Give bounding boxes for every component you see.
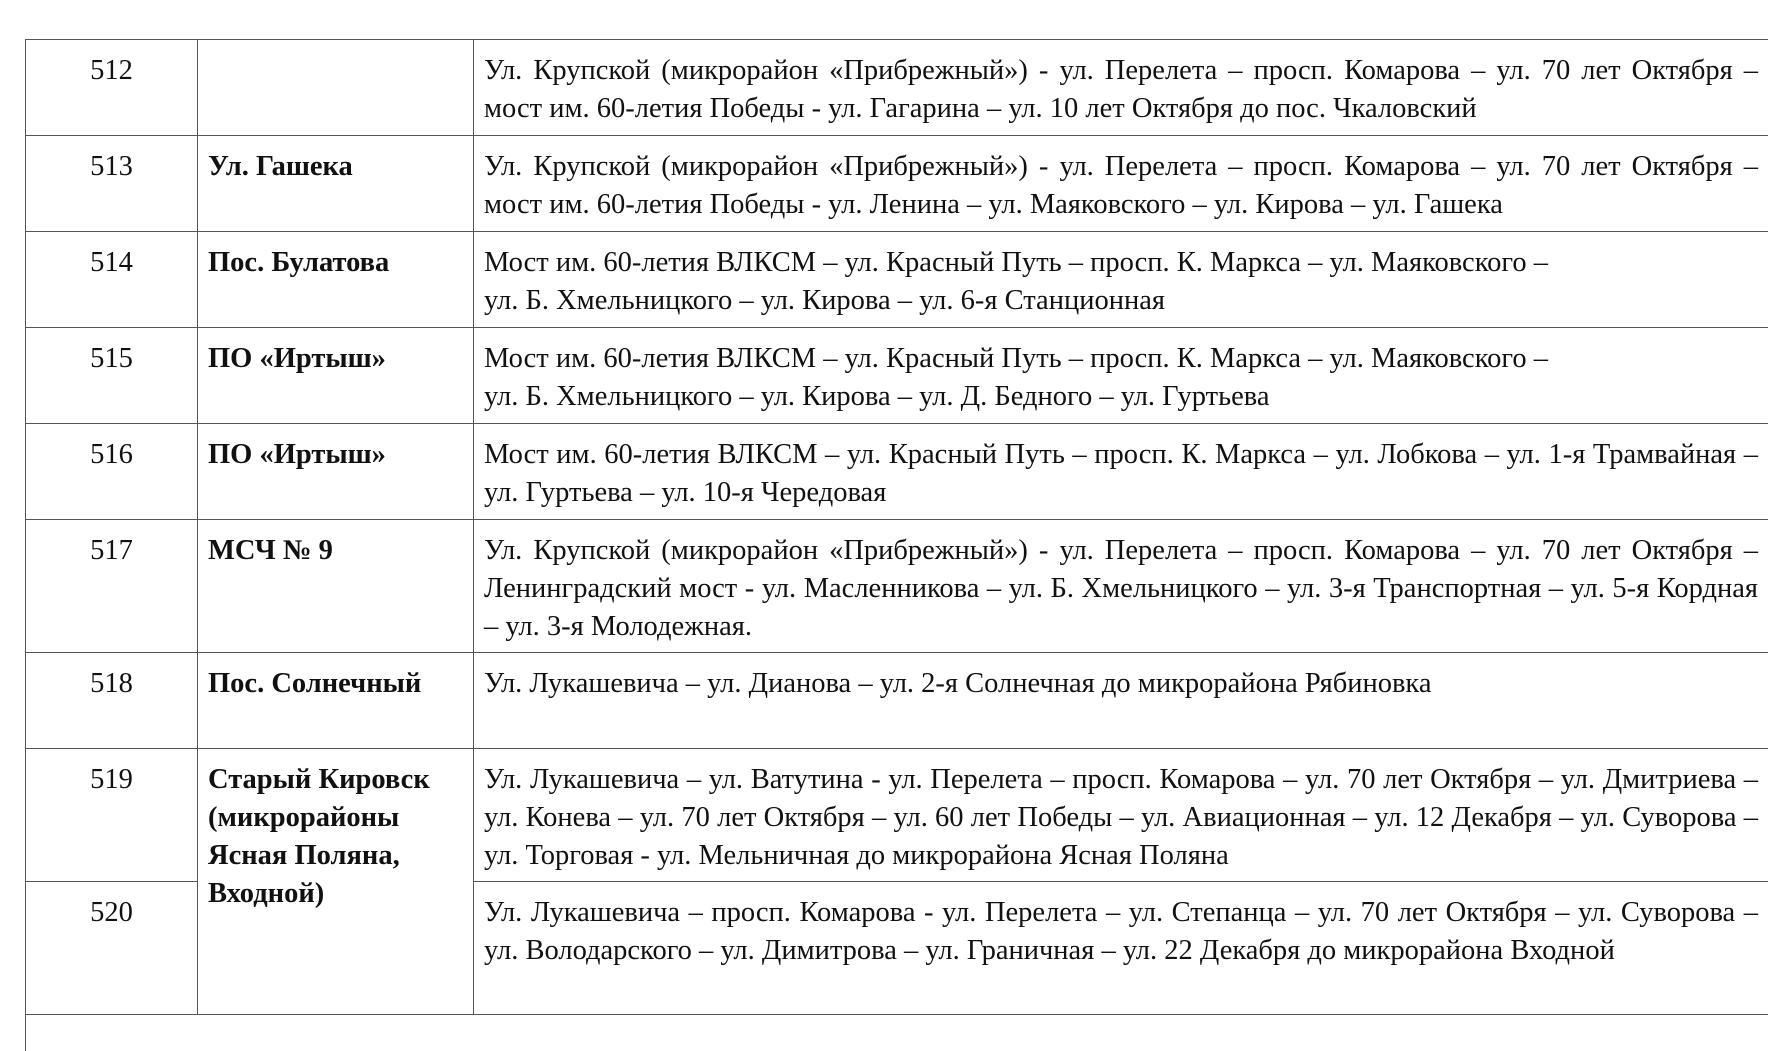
route-destination: Ул. Гашека: [198, 136, 474, 232]
route-destination: ПО «Иртыш»: [198, 424, 474, 520]
table-row: [26, 40, 1768, 136]
route-path-line: Мост им. 60-летия ВЛКСМ – ул. Красный Путь – просп. К. Маркса – ул. Маяковского –: [484, 244, 1758, 282]
route-number: 520: [26, 882, 198, 1015]
route-path: [474, 232, 1768, 328]
route-path-line: Мост им. 60-летия ВЛКСМ – ул. Красный Путь – просп. К. Маркса – ул. Маяковского –: [484, 340, 1758, 378]
table-row: [26, 424, 1768, 520]
route-path-line: ул. Б. Хмельницкого – ул. Кирова – ул. Д. Бедного – ул. Гуртьева: [484, 378, 1758, 416]
table-row: [26, 328, 1768, 424]
route-number: 514: [26, 232, 198, 328]
table-cell-empty: [26, 1015, 1768, 1051]
route-number: 519: [26, 749, 198, 882]
route-number: 517: [26, 520, 198, 653]
table-row: [26, 232, 1768, 328]
routes-table: [25, 39, 1768, 1051]
route-destination: Пос. Солнечный: [198, 653, 474, 749]
route-path: Ул. Лукашевича – ул. Ватутина - ул. Перелета – просп. Комарова – ул. 70 лет Октября – ул. Дмитриева – ул. Конева – ул. 70 лет Октября – ул. 60 лет Победы – ул. Авиационная – ул. 12 Декабря – ул. Суворова – ул. Торговая - ул. Мельничная до микрорайона Ясная Поляна: [474, 749, 1768, 882]
table-row-partial: [26, 1015, 1768, 1051]
table-row: [26, 749, 1768, 882]
route-path: Ул. Крупской (микрорайон «Прибрежный») - ул. Перелета – просп. Комарова – ул. 70 лет Октября – Ленинградский мост - ул. Масленникова – ул. Б. Хмельницкого – ул. 3-я Транспортная – ул. 5-я Кордная – ул. 3-я Молодежная.: [474, 520, 1768, 653]
route-destination: ПО «Иртыш»: [198, 328, 474, 424]
route-path-line: ул. Б. Хмельницкого – ул. Кирова – ул. 6-я Станционная: [484, 282, 1758, 320]
route-destination: Старый Кировск (микрорайоны Ясная Поляна, Входной): [198, 749, 474, 1015]
table-row: [26, 136, 1768, 232]
route-path: Ул. Крупской (микрорайон «Прибрежный») - ул. Перелета – просп. Комарова – ул. 70 лет Октября – мост им. 60-летия Победы - ул. Ленина – ул. Маяковского – ул. Кирова – ул. Гашека: [474, 136, 1768, 232]
route-destination: МСЧ № 9: [198, 520, 474, 653]
route-path: [474, 328, 1768, 424]
route-path: Ул. Лукашевича – просп. Комарова - ул. Перелета – ул. Степанца – ул. 70 лет Октября – ул. Суворова – ул. Володарского – ул. Димитрова – ул. Граничная – ул. 22 Декабря до микрорайона Входной: [474, 882, 1768, 1015]
route-number: 513: [26, 136, 198, 232]
route-number: 515: [26, 328, 198, 424]
route-number: 512: [26, 40, 198, 136]
route-path: Мост им. 60-летия ВЛКСМ – ул. Красный Путь – просп. К. Маркса – ул. Лобкова – ул. 1-я Трамвайная – ул. Гуртьева – ул. 10-я Чередовая: [474, 424, 1768, 520]
table-row: [26, 653, 1768, 749]
route-destination: Пос. Булатова: [198, 232, 474, 328]
route-path: Ул. Лукашевича – ул. Дианова – ул. 2-я Солнечная до микрорайона Рябиновка: [474, 653, 1768, 749]
route-path: Ул. Крупской (микрорайон «Прибрежный») - ул. Перелета – просп. Комарова – ул. 70 лет Октября – мост им. 60-летия Победы - ул. Гагарина – ул. 10 лет Октября до пос. Чкаловский: [474, 40, 1768, 136]
route-number: 518: [26, 653, 198, 749]
route-destination: [198, 40, 474, 136]
table-row: [26, 520, 1768, 653]
route-number: 516: [26, 424, 198, 520]
